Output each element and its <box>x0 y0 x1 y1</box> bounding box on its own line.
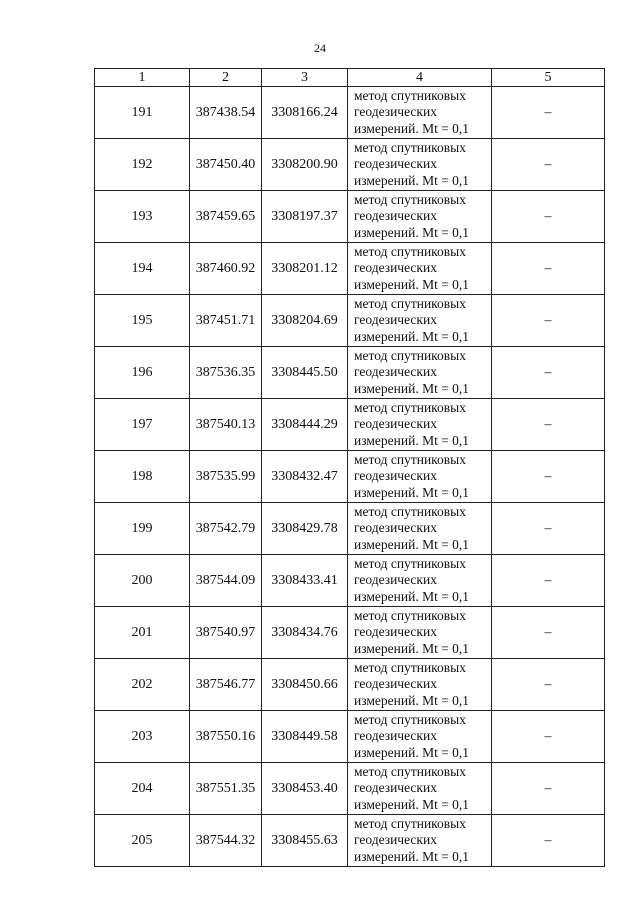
table-row <box>95 399 605 451</box>
method-line: метод спутниковых <box>354 763 466 779</box>
method-line: метод спутниковых <box>354 191 466 207</box>
coordinates-table <box>94 68 605 867</box>
column-5-cell: – <box>492 711 605 763</box>
x-coordinate-cell: 387544.09 <box>190 555 262 607</box>
method-line: метод спутниковых <box>354 659 466 675</box>
y-coordinate-cell: 3308200.90 <box>262 139 348 191</box>
column-5-cell: – <box>492 243 605 295</box>
table-row <box>95 503 605 555</box>
x-coordinate-cell: 387540.97 <box>190 607 262 659</box>
y-coordinate-cell: 3308434.76 <box>262 607 348 659</box>
method-cell <box>348 711 492 763</box>
method-line: геодезических <box>354 832 437 848</box>
y-coordinate-cell: 3308204.69 <box>262 295 348 347</box>
table-header <box>95 69 605 87</box>
x-coordinate-cell: 387536.35 <box>190 347 262 399</box>
column-5-cell: – <box>492 451 605 503</box>
method-line: геодезических <box>354 676 437 692</box>
column-5-cell: – <box>492 399 605 451</box>
y-coordinate-cell: 3308445.50 <box>262 347 348 399</box>
column-5-cell: – <box>492 295 605 347</box>
x-coordinate-cell: 387459.65 <box>190 191 262 243</box>
column-5-cell: – <box>492 659 605 711</box>
point-number-cell: 198 <box>95 451 190 503</box>
method-line: измерений. Mt = 0,1 <box>354 432 470 448</box>
method-line: метод спутниковых <box>354 295 466 311</box>
point-number-cell: 204 <box>95 763 190 815</box>
method-cell <box>348 659 492 711</box>
y-coordinate-cell: 3308429.78 <box>262 503 348 555</box>
method-line: метод спутниковых <box>354 139 466 155</box>
page-number: 24 <box>314 41 326 55</box>
point-number-cell: 200 <box>95 555 190 607</box>
method-cell <box>348 503 492 555</box>
method-line: измерений. Mt = 0,1 <box>354 328 470 344</box>
table-row <box>95 451 605 503</box>
method-cell <box>348 243 492 295</box>
method-line: метод спутниковых <box>354 503 466 519</box>
x-coordinate-cell: 387540.13 <box>190 399 262 451</box>
method-line: геодезических <box>354 156 437 172</box>
column-5-cell: – <box>492 87 605 139</box>
method-line: измерений. Mt = 0,1 <box>354 484 470 500</box>
method-line: измерений. Mt = 0,1 <box>354 640 470 656</box>
y-coordinate-cell: 3308455.63 <box>262 815 348 867</box>
method-line: измерений. Mt = 0,1 <box>354 536 470 552</box>
method-cell <box>348 555 492 607</box>
table-row <box>95 87 605 139</box>
column-5-cell: – <box>492 139 605 191</box>
method-line: геодезических <box>354 520 437 536</box>
table-body <box>95 87 605 867</box>
method-line: геодезических <box>354 780 437 796</box>
method-line: геодезических <box>354 728 437 744</box>
point-number-cell: 205 <box>95 815 190 867</box>
method-line: метод спутниковых <box>354 711 466 727</box>
method-cell <box>348 87 492 139</box>
table-row <box>95 139 605 191</box>
method-cell <box>348 139 492 191</box>
x-coordinate-cell: 387544.32 <box>190 815 262 867</box>
x-coordinate-cell: 387551.35 <box>190 763 262 815</box>
method-cell <box>348 191 492 243</box>
method-cell <box>348 763 492 815</box>
y-coordinate-cell: 3308432.47 <box>262 451 348 503</box>
method-line: геодезических <box>354 364 437 380</box>
column-header-1: 1 <box>95 69 190 87</box>
method-line: геодезических <box>354 312 437 328</box>
x-coordinate-cell: 387546.77 <box>190 659 262 711</box>
y-coordinate-cell: 3308197.37 <box>262 191 348 243</box>
column-5-cell: – <box>492 815 605 867</box>
point-number-cell: 202 <box>95 659 190 711</box>
table-row <box>95 607 605 659</box>
method-line: геодезических <box>354 260 437 276</box>
column-header-3: 3 <box>262 69 348 87</box>
column-header-5: 5 <box>492 69 605 87</box>
point-number-cell: 201 <box>95 607 190 659</box>
method-line: измерений. Mt = 0,1 <box>354 796 470 812</box>
column-5-cell: – <box>492 191 605 243</box>
point-number-cell: 191 <box>95 87 190 139</box>
method-line: метод спутниковых <box>354 347 466 363</box>
header-row <box>95 69 605 87</box>
point-number-cell: 203 <box>95 711 190 763</box>
method-line: измерений. Mt = 0,1 <box>354 224 470 240</box>
method-line: измерений. Mt = 0,1 <box>354 380 470 396</box>
y-coordinate-cell: 3308433.41 <box>262 555 348 607</box>
table-row <box>95 295 605 347</box>
point-number-cell: 197 <box>95 399 190 451</box>
method-line: измерений. Mt = 0,1 <box>354 172 470 188</box>
method-line: измерений. Mt = 0,1 <box>354 848 470 864</box>
y-coordinate-cell: 3308453.40 <box>262 763 348 815</box>
x-coordinate-cell: 387460.92 <box>190 243 262 295</box>
point-number-cell: 192 <box>95 139 190 191</box>
table-row <box>95 555 605 607</box>
method-cell <box>348 451 492 503</box>
method-line: геодезических <box>354 208 437 224</box>
column-5-cell: – <box>492 763 605 815</box>
x-coordinate-cell: 387450.40 <box>190 139 262 191</box>
x-coordinate-cell: 387542.79 <box>190 503 262 555</box>
point-number-cell: 194 <box>95 243 190 295</box>
method-line: геодезических <box>354 468 437 484</box>
method-line: измерений. Mt = 0,1 <box>354 120 470 136</box>
column-header-2: 2 <box>190 69 262 87</box>
x-coordinate-cell: 387451.71 <box>190 295 262 347</box>
method-line: метод спутниковых <box>354 555 466 571</box>
method-cell <box>348 295 492 347</box>
column-5-cell: – <box>492 503 605 555</box>
method-cell <box>348 399 492 451</box>
point-number-cell: 195 <box>95 295 190 347</box>
method-cell <box>348 607 492 659</box>
table-row <box>95 659 605 711</box>
column-header-4: 4 <box>348 69 492 87</box>
method-line: измерений. Mt = 0,1 <box>354 588 470 604</box>
method-line: метод спутниковых <box>354 243 466 259</box>
table-row <box>95 347 605 399</box>
x-coordinate-cell: 387550.16 <box>190 711 262 763</box>
point-number-cell: 193 <box>95 191 190 243</box>
table-row <box>95 243 605 295</box>
table-row <box>95 711 605 763</box>
x-coordinate-cell: 387438.54 <box>190 87 262 139</box>
method-line: геодезических <box>354 416 437 432</box>
method-line: метод спутниковых <box>354 607 466 623</box>
point-number-cell: 196 <box>95 347 190 399</box>
method-line: геодезических <box>354 104 437 120</box>
method-cell <box>348 815 492 867</box>
table-row <box>95 191 605 243</box>
x-coordinate-cell: 387535.99 <box>190 451 262 503</box>
method-cell <box>348 347 492 399</box>
column-5-cell: – <box>492 347 605 399</box>
table-row <box>95 763 605 815</box>
method-line: геодезических <box>354 624 437 640</box>
method-line: метод спутниковых <box>354 87 466 103</box>
y-coordinate-cell: 3308166.24 <box>262 87 348 139</box>
y-coordinate-cell: 3308449.58 <box>262 711 348 763</box>
method-line: метод спутниковых <box>354 399 466 415</box>
column-5-cell: – <box>492 607 605 659</box>
method-line: измерений. Mt = 0,1 <box>354 276 470 292</box>
method-line: измерений. Mt = 0,1 <box>354 744 470 760</box>
method-line: геодезических <box>354 572 437 588</box>
table-row <box>95 815 605 867</box>
y-coordinate-cell: 3308201.12 <box>262 243 348 295</box>
y-coordinate-cell: 3308444.29 <box>262 399 348 451</box>
method-line: метод спутниковых <box>354 451 466 467</box>
column-5-cell: – <box>492 555 605 607</box>
method-line: измерений. Mt = 0,1 <box>354 692 470 708</box>
point-number-cell: 199 <box>95 503 190 555</box>
method-line: метод спутниковых <box>354 815 466 831</box>
y-coordinate-cell: 3308450.66 <box>262 659 348 711</box>
